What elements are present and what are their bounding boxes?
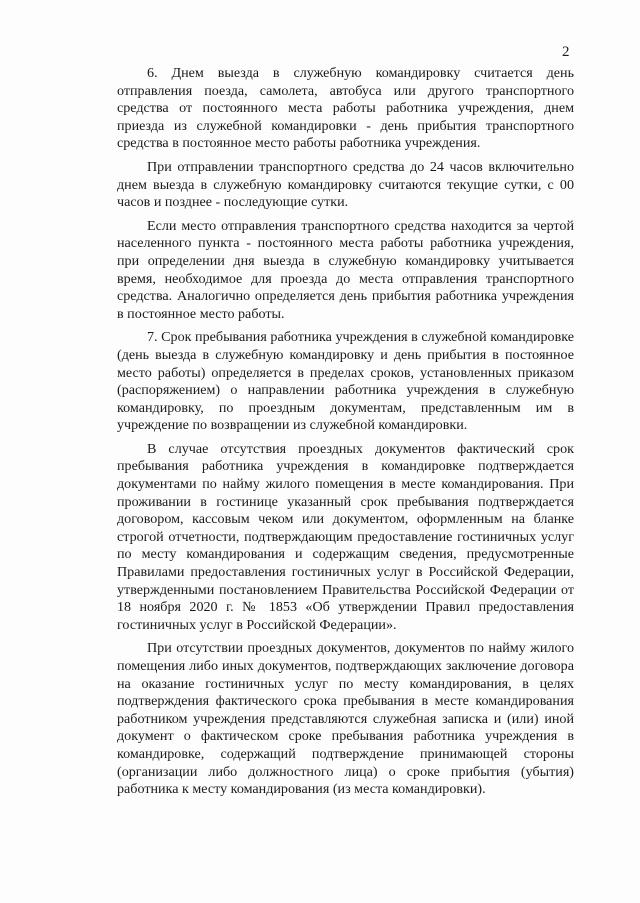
paragraph-no-travel-documents: В случае отсутствия проездных документов фактический срок пребывания работника учреждения в командировке подтверждается документами по найму жилого помещения в месте командирования. При проживании в гостинице указанный срок пребывания подтверждается договором, кассовым чеком или документом, оформленным на бланке строгой отчетности, подтверждающим предоставление гостиничных услуг по месту командирования и содержащим сведения, предусмотренные Правилами предоставления гостиничных услуг в Российской Федерации, утвержденными постановлением Правительства Российской Федерации от 18 ноября 2020 г. № 1853 «Об утверждении Правил предоставления гостиничных услуг в Российской Федерации». [117, 440, 574, 633]
document-body [117, 65, 574, 805]
page-number: 2 [562, 44, 570, 60]
paragraph-duration-of-stay: 7. Срок пребывания работника учреждения в служебной командировке (день выезда в служебную командировку и день прибытия в постоянное место работы) определяется в пределах сроков, установленных приказом (распоряжением) о направлении работника учреждения в служебную командировку, по проездным документам, представленным им в учреждение по возвращении из служебной командировки. [117, 329, 574, 434]
paragraph-no-documents-memo: При отсутствии проездных документов, документов по найму жилого помещения либо иных документов, подтверждающих заключение договора на оказание гостиничных услуг по месту командирования, в целях подтверждения фактического срока пребывания в месте командирования работником учреждения представляются служебная записка и (или) иной документ о фактическом сроке пребывания работника учреждения в командировке, содержащий подтверждение принимающей стороны (организации либо должностного лица) о сроке прибытия (убытия) работника к месту командирования (из места командировки). [117, 640, 574, 798]
paragraph-departure-before-24h: При отправлении транспортного средства до 24 часов включительно днем выезда в служебную командировку считаются текущие сутки, с 00 часов и позднее - последующие сутки. [117, 158, 574, 211]
paragraph-departure-outside-settlement: Если место отправления транспортного средства находится за чертой населенного пункта - постоянного места работы работника учреждения, при определении дня выезда в служебную командировку учитывается время, необходимое для проезда до места отправления транспортного средства. Аналогично определяется день прибытия работника учреждения в постоянное место работы. [117, 217, 574, 322]
paragraph-day-of-departure: 6. Днем выезда в служебную командировку считается день отправления поезда, самолета, автобуса или другого транспортного средства от постоянного места работы работника учреждения, днем приезда из служебной командировки - день прибытия транспортного средства в постоянное место работы работника учреждения. [117, 65, 574, 152]
